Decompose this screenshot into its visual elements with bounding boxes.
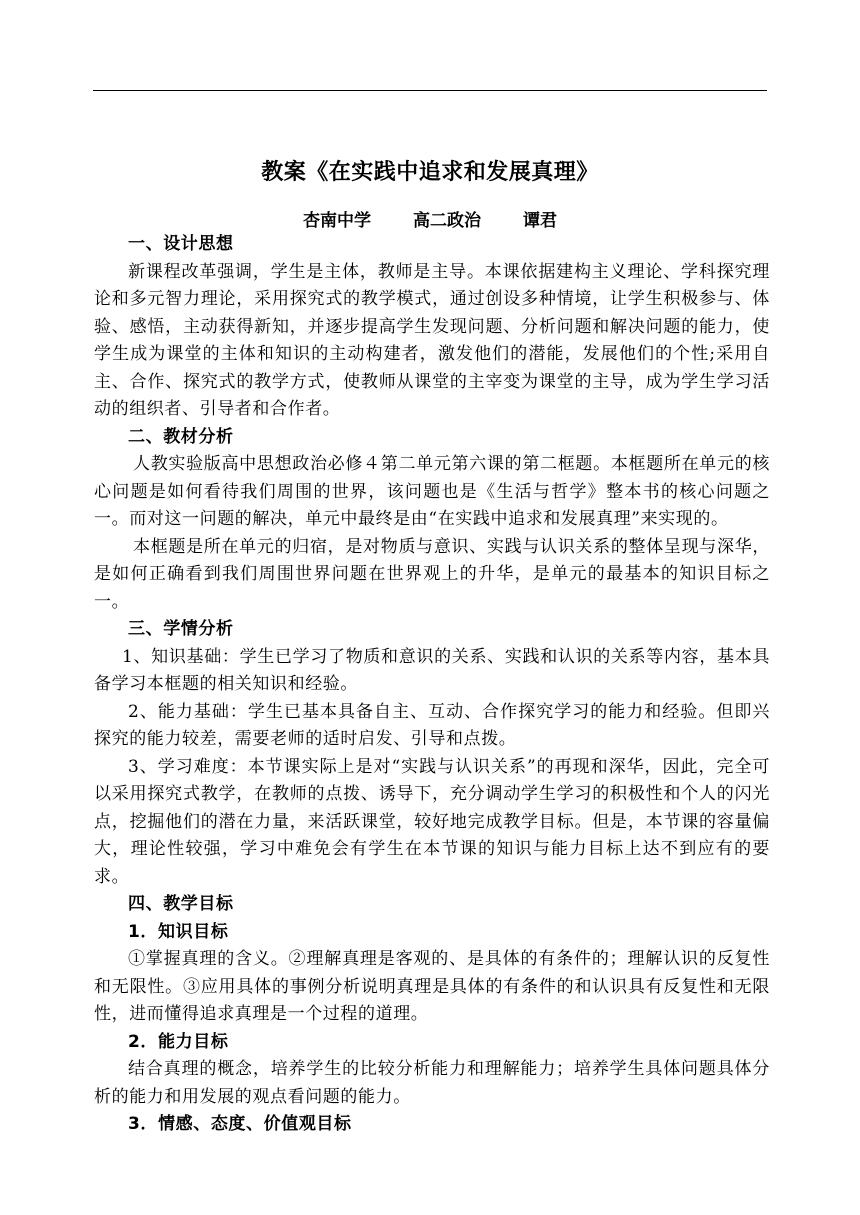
byline-class: 高二政治 [413, 211, 481, 231]
subheading-values: 3．情感、态度、价值观目标 [128, 1114, 352, 1134]
paragraph: 人教实验版高中思想政治必修４第二单元第六课的第二框题。本框题所在单元的核心问题是如何看待我们周围的世界，该问题也是《生活与哲学》整本书的核心问题之一。而对这一问题的解决，单元中最终是由“在实践中追求和发展真理”来实现的。 [94, 454, 770, 529]
paragraph: 本框题是所在单元的归宿，是对物质与意识、实践与认识关系的整体呈现与深华，是如何正确看到我们周围世界问题在世界观上的升华，是单元的最基本的知识目标之一。 [94, 536, 770, 612]
subheading-ability: 2．能力目标 [128, 1031, 229, 1052]
paragraph: 3、学习难度：本节课实际上是对“实践与认识关系”的再现和深华，因此，完全可以采用探究式教学，在教师的点拨、诱导下，充分调动学生学习的积极性和个人的闪光点，挖掘他们的潜在力量，来活跃课堂，较好地完成教学目标。但是，本节课的容量偏大，理论性较强，学习中难免会有学生在本节课的知识与能力目标上达不到应有的要求。 [94, 756, 770, 887]
paragraph: 2、能力基础：学生已基本具备自主、互动、合作探究学习的能力和经验。但即兴探究的能力较差，需要老师的适时启发、引导和点拨。 [94, 701, 770, 749]
subheading-knowledge: 1．知识目标 [128, 921, 229, 942]
document-title: 教案《在实践中追求和发展真理》 [261, 160, 599, 185]
header-rule [93, 90, 767, 91]
byline-school: 杏南中学 [303, 211, 371, 231]
byline [0, 206, 860, 231]
paragraph: 新课程改革强调，学生是主体，教师是主导。本课依据建构主义理论、学科探究理论和多元智力理论，采用探究式的教学模式，通过创设多种情境，让学生积极参与、体验、感悟，主动获得新知，并逐步提高学生发现问题、分析问题和解决问题的能力，使学生成为课堂的主体和知识的主动构建者，激发他们的潜能，发展他们的个性;采用自主、合作、探究式的教学方式，使教师从课堂的主宰变为课堂的主导，成为学生学习活动的组织者、引导者和合作者。 [94, 261, 770, 419]
paragraph: 1、知识基础：学生已学习了物质和意识的关系、实践和认识的关系等内容，基本具备学习本框题的相关知识和经验。 [94, 646, 770, 694]
section-heading-design: 一、设计思想 [128, 234, 234, 254]
section-heading-students: 三、学情分析 [128, 619, 234, 639]
section-heading-goals: 四、教学目标 [128, 894, 234, 914]
byline-teacher: 谭君 [523, 211, 557, 231]
section-heading-material: 二、教材分析 [128, 426, 234, 447]
paragraph: 结合真理的概念，培养学生的比较分析能力和理解能力；培养学生具体问题具体分析的能力和用发展的观点看问题的能力。 [94, 1059, 770, 1107]
document-body [94, 231, 770, 1139]
paragraph: ①掌握真理的含义。②理解真理是客观的、是具体的有条件的；理解认识的反复性和无限性。③应用具体的事例分析说明真理是具体的有条件的和认识具有反复性和无限性，进而懂得追求真理是一个过程的道理。 [94, 949, 770, 1024]
